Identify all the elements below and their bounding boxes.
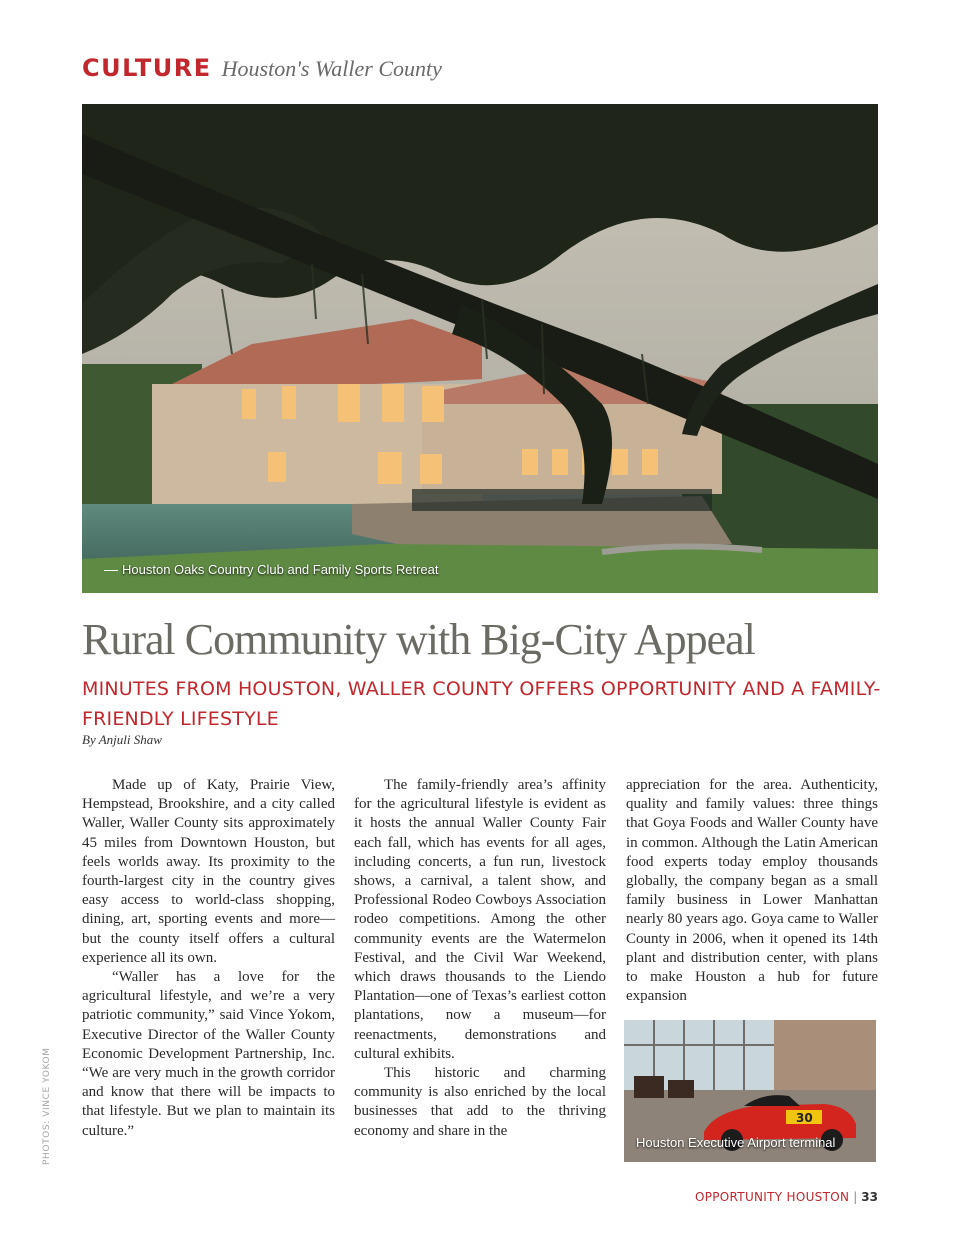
paragraph: Made up of Katy, Prairie View, Hempstead, Brookshire, and a city called Waller, Waller County sits approximately 45 miles from Downtown Houston, but feels worlds away. Its proximity to the fourth-largest city in the country gives easy access to world-class shopping, dining, art, sporting events and more—but the county itself offers a cultural experience all its own. — [82, 777, 335, 966]
publication-name: OPPORTUNITY HOUSTON — [694, 1190, 850, 1204]
page-footer — [695, 1190, 878, 1204]
hero-photo — [82, 104, 878, 593]
article-deck: MINUTES FROM HOUSTON, WALLER COUNTY OFFERS OPPORTUNITY AND A FAMILY-FRIENDLY LIFESTYLE — [82, 678, 881, 730]
page-number: 33 — [861, 1190, 878, 1204]
footer-separator: | — [853, 1190, 858, 1204]
column-2 — [354, 776, 606, 1141]
column-1 — [82, 776, 335, 1141]
inset-photo — [624, 1020, 876, 1162]
section-subtitle: Houston's Waller County — [221, 56, 442, 81]
paragraph: appreciation for the area. Authenticity, quality and family values: three things that Goya Foods and Waller County have in common. Although the Latin American food experts today employ thousands globally, the company began as a small family business in Lower Manhattan nearly 80 years ago. Goya came to Waller County in 2006, when it opened its 14th plant and distribution center, with plans to make Houston a hub for future expansion — [626, 777, 878, 1005]
inset-caption: Houston Executive Airport terminal — [636, 1135, 836, 1150]
paragraph: This historic and charming community is also enriched by the local businesses that add to the thriving economy and share in the — [354, 1065, 606, 1139]
column-3 — [626, 776, 878, 1006]
paragraph: “Waller has a love for the agricultural lifestyle, and we’re a very patriotic community,” said Vince Yokom, Executive Director of the Waller County Economic Development Partnership, Inc. “We are very much in the growth corridor and know that there will be impacts to that lifestyle. But we plan to maintain its culture.” — [82, 969, 335, 1139]
article-title: Rural Community with Big-City Appeal — [82, 615, 755, 664]
photo-credit: PHOTOS: VINCE YOKOM — [42, 1047, 52, 1165]
paragraph: The family-friendly area’s affinity for the agricultural lifestyle is evident as it hosts the annual Waller County Fair each fall, which has events for all ages, including concerts, a fun run, livestock shows, a carnival, a talent show, and Professional Rodeo Cowboys Association rodeo competitions. Among the other community events are the Watermelon Festival, and the Civil War Weekend, which draws thousands to the Liendo Plantation—one of Texas’s earliest cotton plantations, now a museum—for reenactments, demonstrations and cultural exhibits. — [354, 777, 606, 1062]
section-kicker — [82, 54, 442, 82]
hero-illustration — [82, 104, 878, 593]
article-byline: By Anjuli Shaw — [82, 732, 162, 747]
race-car-number: 30 — [796, 1111, 813, 1125]
section-label: CULTURE — [82, 54, 212, 82]
hero-caption: Houston Oaks Country Club and Family Sports Retreat — [104, 562, 438, 577]
